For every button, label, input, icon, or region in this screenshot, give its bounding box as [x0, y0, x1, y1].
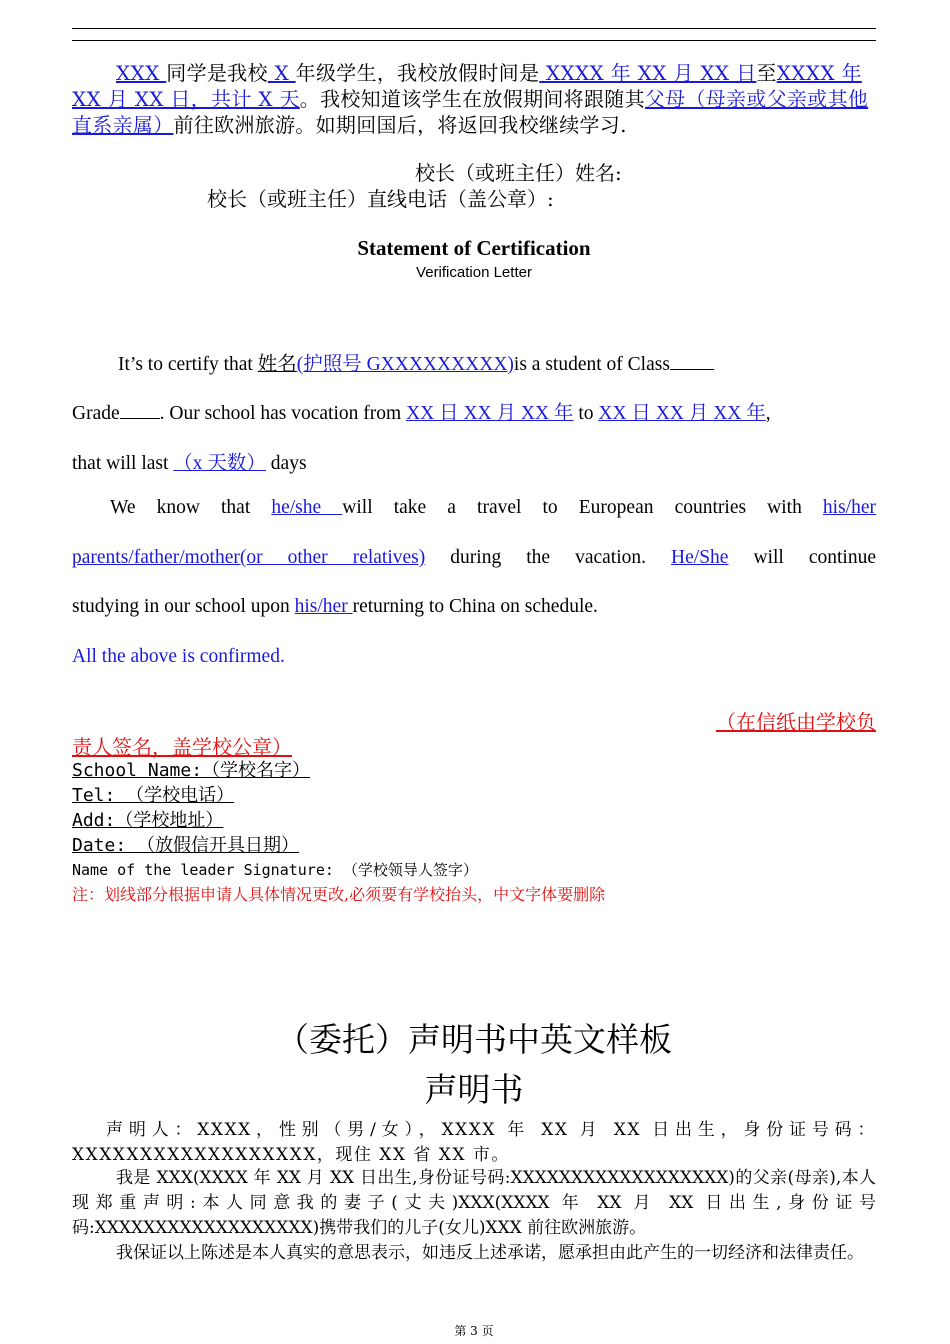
top-rule-2: [72, 40, 876, 41]
note-line: 注：划线部分根据申请人具体情况更改,必须要有学校抬头，中文字体要删除: [72, 885, 606, 904]
tel-line: Tel: （学校电话）: [72, 785, 235, 806]
en-text: We know that: [110, 497, 272, 518]
en-text: will continue: [728, 547, 876, 568]
en-line-6: [72, 596, 876, 618]
cn-text: 年级学生，我校放假时间是: [295, 61, 540, 85]
leader-signature-line: Name of the leader Signature: （学校领导人签字）: [72, 861, 478, 879]
en-text: ,: [765, 403, 771, 424]
grade-field: X: [267, 61, 296, 85]
school-name-line: School Name:（学校名字）: [72, 760, 311, 781]
en-text: Grade: [72, 403, 120, 424]
declaration-paragraph-3: 我保证以上陈述是本人真实的意思表示，如违反上述承诺，愿承担由此产生的一切经济和法律责任。: [116, 1243, 864, 1263]
cn-text: 至: [756, 61, 777, 85]
en-line-5: [72, 547, 876, 569]
cn-text: 前往欧洲旅游。如期回国后，将返回我校继续学习.: [173, 113, 627, 137]
parents-field: parents/father/mother(or other relatives): [72, 547, 426, 568]
date-line: Date: （放假信开具日期）: [72, 835, 300, 856]
en-text: days: [265, 453, 307, 474]
en-text: returning to China on schedule.: [352, 596, 598, 617]
en-text: studying in our school upon: [72, 596, 295, 617]
passport-field: (护照号 GXXXXXXXXX): [296, 354, 514, 375]
en-line-1: [118, 348, 878, 376]
en-text: . Our school has vocation from: [159, 403, 407, 424]
en-line-4: [110, 497, 876, 519]
en-text: will take a travel to European countries with: [342, 497, 823, 518]
english-title: Statement of Certification: [357, 236, 591, 260]
declaration-heading: （委托）声明书中英文样板: [276, 1020, 672, 1059]
grade-blank: [120, 417, 160, 419]
pronoun-field-2: He/She: [671, 547, 729, 568]
en-text: is a student of Class: [513, 354, 670, 375]
english-subtitle: Verification Letter: [416, 264, 532, 281]
declaration-title: 声明书: [424, 1070, 524, 1109]
signature-instruction-2: 责人签名，盖学校公章）: [72, 735, 292, 759]
top-rule-1: [72, 28, 876, 29]
class-blank: [670, 368, 714, 370]
en-text: that will last: [72, 453, 174, 474]
principal-phone-line: 校长（或班主任）直线电话（盖公章）:: [207, 187, 554, 211]
declaration-paragraph-2: 我是 XXX(XXXX 年 XX 月 XX 日出生,身份证号码:XXXXXXXXXXXXXXXXXX)的父亲(母亲),本人现郑重声明:本人同意我的妻子(丈夫)XXX(XXXX 年 XX 月 XX 日出生,身份证号码:XXXXXXXXXXXXXXXXXX)携带我们的儿子(女儿)XXX 前往欧洲旅游。: [72, 1168, 876, 1238]
address-line: Add:（学校地址）: [72, 810, 224, 831]
name-field: 姓名: [257, 354, 297, 375]
to-date-field: XX 日 XX 月 XX 年: [598, 403, 766, 424]
en-text: during the vacation.: [425, 547, 672, 568]
possessive-field-2: his/her: [294, 596, 353, 617]
page-number: 第 3 页: [454, 1324, 494, 1338]
en-text: to: [573, 403, 599, 424]
declaration-paragraph-1: 声明人：XXXX，性别（男/女），XXXX 年 XX 月 XX 日出生，身份证号码：XXXXXXXXXXXXXXXXXX，现住 XX 省 XX 市。: [72, 1120, 876, 1165]
en-text: It’s to certify that: [118, 354, 258, 375]
principal-name-line: 校长（或班主任）姓名:: [415, 161, 622, 185]
possessive-field: his/her: [822, 497, 876, 518]
pronoun-field: he/she: [271, 497, 343, 518]
cn-certification-paragraph: [72, 60, 876, 138]
signature-instruction-1: （在信纸由学校负: [716, 710, 876, 734]
vacation-start-field: XXXX 年 XX 月 XX 日: [539, 61, 757, 85]
days-field: （x 天数）: [173, 453, 266, 474]
en-line-3: [72, 447, 876, 475]
cn-text: 。我校知道该学生在放假期间将跟随其: [299, 87, 645, 111]
companion-field: 父母（母亲或父亲或其他直系亲属）: [72, 87, 869, 137]
from-date-field: XX 日 XX 月 XX 年: [406, 403, 574, 424]
en-line-2: [72, 397, 876, 425]
cn-text: 同学是我校: [166, 61, 268, 85]
vacation-end-field: XXXX 年 XX 月 XX 日，共计 X 天: [72, 61, 862, 111]
confirmation-line: All the above is confirmed.: [72, 646, 285, 667]
student-name-field: XXX: [116, 61, 167, 85]
